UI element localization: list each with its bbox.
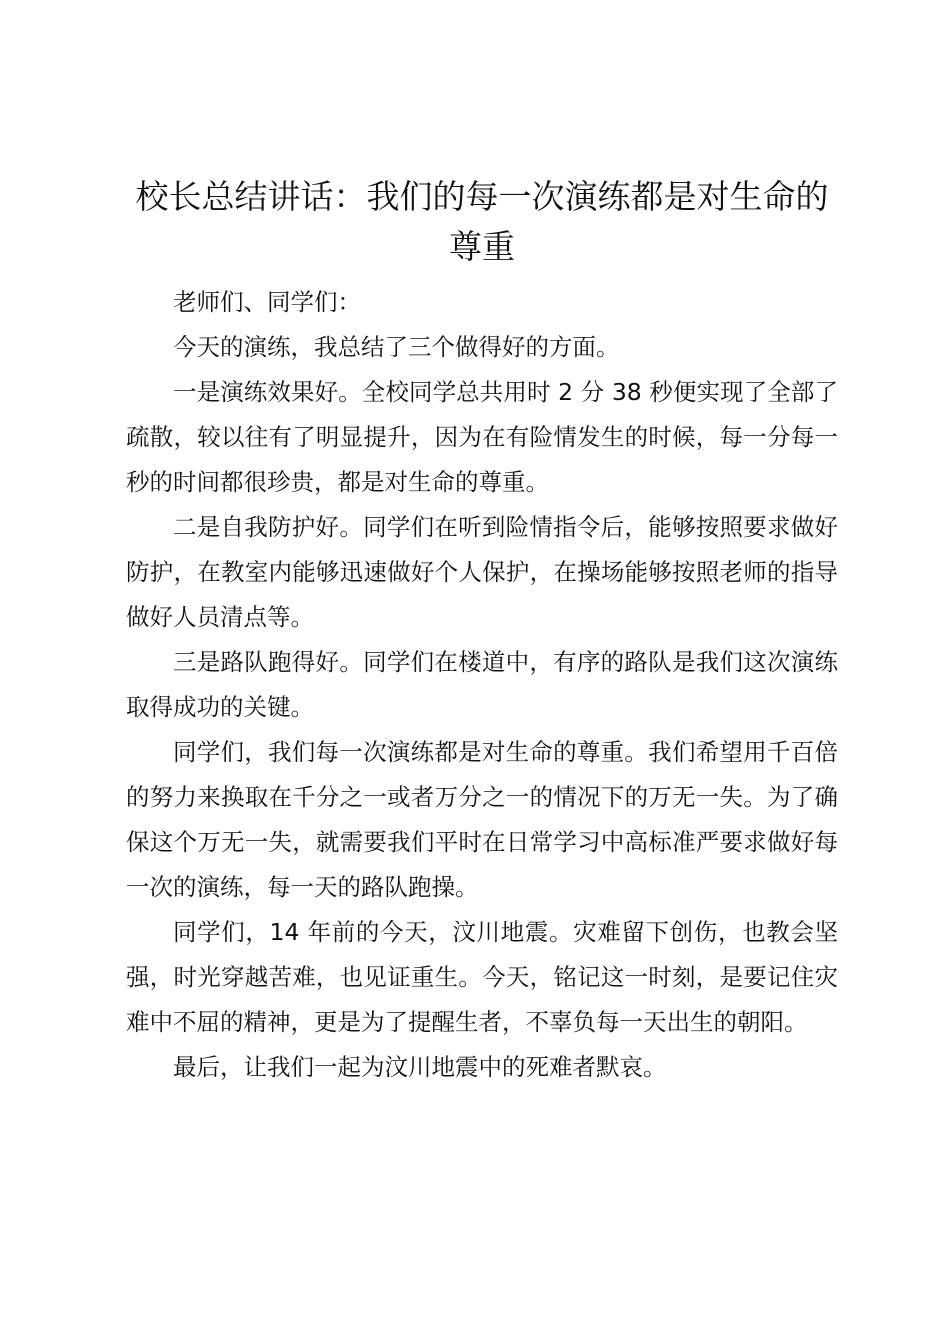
paragraph-point-three: 三是路队跑得好。同学们在楼道中，有序的路队是我们这次演练取得成功的关键。 bbox=[126, 648, 838, 721]
paragraph-salutation: 老师们、同学们： bbox=[173, 288, 361, 316]
paragraph-closing: 最后，让我们一起为汶川地震中的死难者默哀。 bbox=[173, 1053, 667, 1081]
document-body bbox=[126, 280, 838, 1090]
paragraph-intro: 今天的演练，我总结了三个做得好的方面。 bbox=[173, 333, 620, 361]
document-title: 校长总结讲话：我们的每一次演练都是对生命的尊重 bbox=[135, 177, 829, 266]
paragraph-wenchuan: 同学们，14 年前的今天，汶川地震。灾难留下创伤，也教会坚强，时光穿越苦难，也见证重生。今天，铭记这一时刻，是要记住灾难中不屈的精神，更是为了提醒生者，不辜负每一天出生的朝阳。 bbox=[126, 918, 838, 1036]
document-page bbox=[126, 172, 838, 1090]
paragraph-point-two: 二是自我防护好。同学们在听到险情指令后，能够按照要求做好防护，在教室内能够迅速做好个人保护，在操场能够按照老师的指导做好人员清点等。 bbox=[126, 513, 838, 631]
paragraph-respect-life: 同学们，我们每一次演练都是对生命的尊重。我们希望用千百倍的努力来换取在千分之一或者万分之一的情况下的万无一失。为了确保这个万无一失，就需要我们平时在日常学习中高标准严要求做好每一次的演练，每一天的路队跑操。 bbox=[126, 738, 838, 901]
paragraph-point-one: 一是演练效果好。全校同学总共用时 2 分 38 秒便实现了全部了疏散，较以往有了明显提升，因为在有险情发生的时候，每一分每一秒的时间都很珍贵，都是对生命的尊重。 bbox=[126, 378, 838, 496]
